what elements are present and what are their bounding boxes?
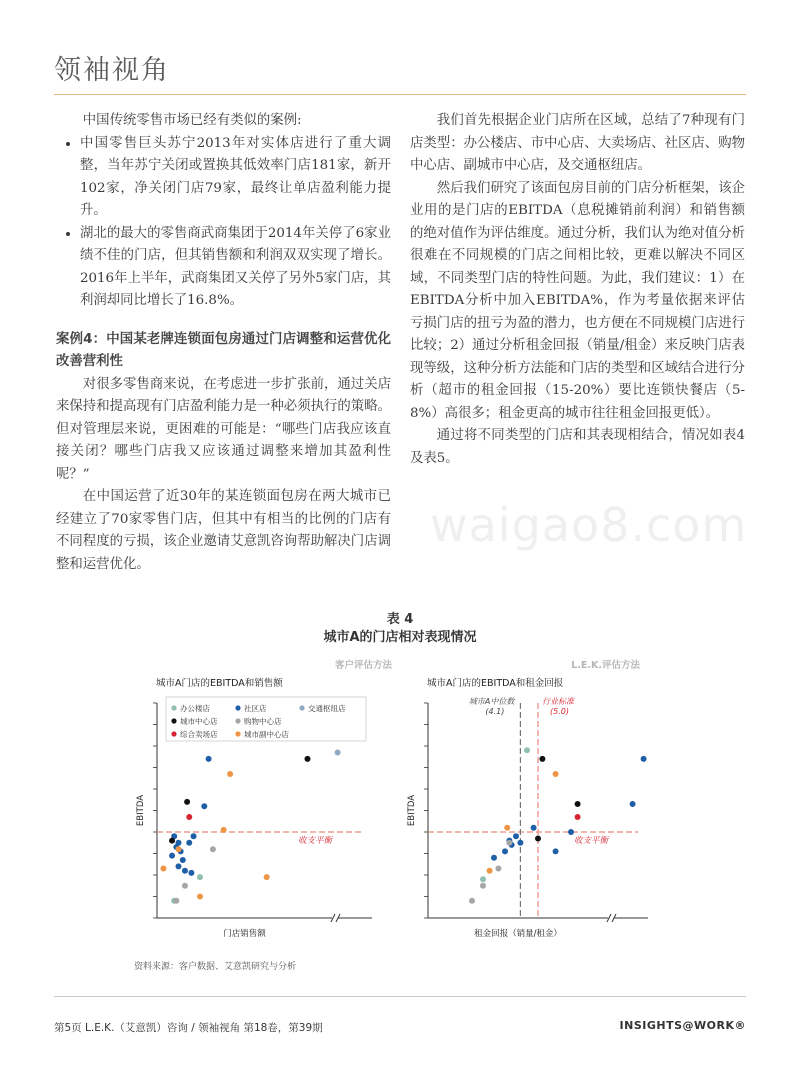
footer-publication-info: 第5页 L.E.K.（艾意凯）咨询 / 领袖视角 第18卷，第39期 — [54, 1022, 323, 1034]
chart1-point — [182, 883, 188, 889]
chart2-point — [575, 801, 581, 807]
chart1-point — [221, 827, 227, 833]
chart2-point — [568, 829, 574, 835]
chart1-legend-label: 城市中心店 — [180, 717, 218, 726]
chart2-benchmark-value: (5.0) — [550, 707, 569, 716]
chart2-breakeven-label: 收支平衡 — [573, 836, 608, 846]
watermark: waigao8.com — [430, 498, 748, 552]
chart1-method-label: 客户评估方法 — [334, 660, 392, 671]
chart1-point — [176, 846, 182, 852]
bullet-suning: • 中国零售巨头苏宁2013年对实体店进行了重大调整，当年苏宁关闭或置换其低效率门店181家，新开102家，净关闭门店79家，最终让单店盈利能力提升。 — [80, 133, 391, 223]
chart1-point — [201, 803, 207, 809]
chart2-method-label: L.E.K.评估方法 — [571, 660, 640, 671]
chart1-point — [197, 874, 203, 880]
chart1-legend-swatch — [171, 731, 176, 736]
chart2-point — [524, 747, 530, 753]
chart1-legend-label: 购物中心店 — [244, 717, 282, 726]
chart2-point — [469, 898, 475, 904]
chart1-legend-label: 办公楼店 — [180, 704, 210, 713]
source-note: 资料来源：客户数据、艾意凯研究与分析 — [134, 962, 297, 972]
case4-paragraph-1: 对很多零售商来说，在考虑进一步扩张前，通过关店来保持和提高现有门店盈利能力是一种必须执行的策略。但对管理层来说，更困难的可能是：“哪些门店我应该直接关闭？哪些门店我又应该通过调整来增加其盈利性呢？” — [56, 376, 391, 482]
left-column — [56, 110, 391, 576]
right-paragraph-3: 通过将不同类型的门店和其表现相结合，情况如表4及表5。 — [410, 428, 745, 466]
table-label: 表 4 — [386, 612, 414, 627]
case4-paragraph-2: 在中国运营了近30年的某连锁面包房在两大城市已经建立了70家零售门店，但其中有相当的比例的门店有不同程度的亏损，该企业邀请艾意凯咨询帮助解决门店调整和运营优化。 — [56, 489, 391, 572]
chart1-legend-label: 城市副中心店 — [244, 730, 289, 739]
chart2-point — [491, 855, 497, 861]
intro-paragraph: 中国传统零售市场已经有类似的案例: — [82, 113, 302, 128]
footer-brand: INSIGHTS@WORK® — [619, 1019, 746, 1032]
chart2-benchmark-label: 行业标准 — [542, 697, 574, 706]
chart1-title: 城市A门店的EBITDA和销售额 — [156, 678, 283, 689]
header-divider — [54, 94, 746, 95]
chart1-point — [182, 868, 188, 874]
chart1-legend-swatch — [235, 705, 240, 710]
chart2-point — [513, 833, 519, 839]
case-bullet-list — [56, 133, 391, 313]
chart2-point — [630, 801, 636, 807]
chart1-point — [176, 863, 182, 869]
chart2-point — [575, 814, 581, 820]
chart1-point — [206, 756, 212, 762]
chart1-y-label: EBITDA — [136, 794, 146, 827]
right-paragraph-1: 我们首先根据企业门店所在区域，总结了7种现有门店类型：办公楼店、市中心店、大卖场店、社区店、购物中心店、副城市中心店，及交通枢纽店。 — [410, 113, 745, 173]
chart1-legend-swatch — [171, 705, 176, 710]
chart1-point — [210, 846, 216, 852]
chart2-point — [480, 883, 486, 889]
case4-heading: 案例4：中国某老牌连锁面包房通过门店调整和运营优化改善营利性 — [56, 331, 391, 369]
chart2-point — [517, 840, 523, 846]
chart2-point — [553, 848, 559, 854]
chart2-y-label: EBITDA — [407, 794, 417, 827]
chart2-point — [553, 771, 559, 777]
page-header-title: 领袖视角 — [54, 55, 170, 86]
chart1-legend-swatch — [299, 705, 304, 710]
chart1-point — [191, 833, 197, 839]
chart2-title: 城市A门店的EBITDA和租金回报 — [427, 678, 564, 689]
chart1-point — [197, 894, 203, 900]
chart1-legend-swatch — [235, 718, 240, 723]
chart2-point — [539, 756, 545, 762]
chart2-median-label: 城市A中位数 — [468, 697, 515, 706]
chart1-point — [169, 853, 175, 859]
right-column — [410, 110, 745, 470]
chart1-point — [186, 840, 192, 846]
chart2-point — [480, 876, 486, 882]
chart1-point — [169, 838, 175, 844]
chart2-point — [495, 866, 501, 872]
chart1-point — [264, 874, 270, 880]
chart2-point — [531, 825, 537, 831]
chart2-point — [487, 868, 493, 874]
bullet-wushang: • 湖北的最大的零售商武商集团于2014年关停了6家业绩不佳的门店，但其销售额和利润双双实现了增长。2016年上半年，武商集团又关停了另外5家门店，其利润却同比增长了16.8%。 — [80, 223, 391, 313]
chart2-median-value: (4.1) — [485, 707, 505, 716]
chart2-point — [535, 835, 541, 841]
chart2-x-label: 租金回报（销量/租金） — [474, 929, 562, 939]
chart1-point — [180, 857, 186, 863]
chart1-point — [227, 771, 233, 777]
chart1-point — [173, 898, 179, 904]
right-paragraph-2: 然后我们研究了该面包房目前的门店分析框架，该企业用的是门店的EBITDA（息税摊销前利润）和销售额的绝对值作为评估维度。通过分析，我们认为绝对值分析很难在不同规模的门店之间相比较，更难以解决不同区域，不同类型门店的特性问题。为此，我们建议：1）在EBITDA分析中加入EBITDA%，作为考量依据来评估亏损门店的扭亏为盈的潜力，也方便在不同规模门店进行比较；2）通过分析租金回报（销量/租金）来反映门店表现等级，这种分析方法能和门店的类型和区域结合进行分析（超市的租金回报（15-20%）要比连锁快餐店（5-8%）高很多；租金更高的城市往往租金回报更低）。 — [410, 180, 745, 421]
chart1-legend-label: 交通枢纽店 — [308, 704, 346, 713]
chart2-point — [502, 848, 508, 854]
chart2-point — [641, 756, 647, 762]
chart2-point — [504, 825, 510, 831]
chart1-breakeven-label: 收支平衡 — [297, 836, 332, 846]
chart1-point — [186, 814, 192, 820]
chart1-point — [335, 749, 341, 755]
chart1-point — [305, 756, 311, 762]
chart1-point — [160, 866, 166, 872]
chart1-legend-swatch — [171, 718, 176, 723]
chart1-legend-label: 社区店 — [244, 704, 267, 713]
table-title: 城市A的门店相对表现情况 — [323, 630, 477, 645]
chart1-point — [184, 799, 190, 805]
chart1-legend-label: 综合卖场店 — [180, 730, 218, 739]
chart1-legend-swatch — [235, 731, 240, 736]
chart2-point — [506, 840, 512, 846]
chart1-point — [188, 870, 194, 876]
charts-figure — [0, 650, 800, 950]
chart1-x-label: 门店销售额 — [223, 929, 266, 939]
footer-divider — [54, 996, 746, 997]
